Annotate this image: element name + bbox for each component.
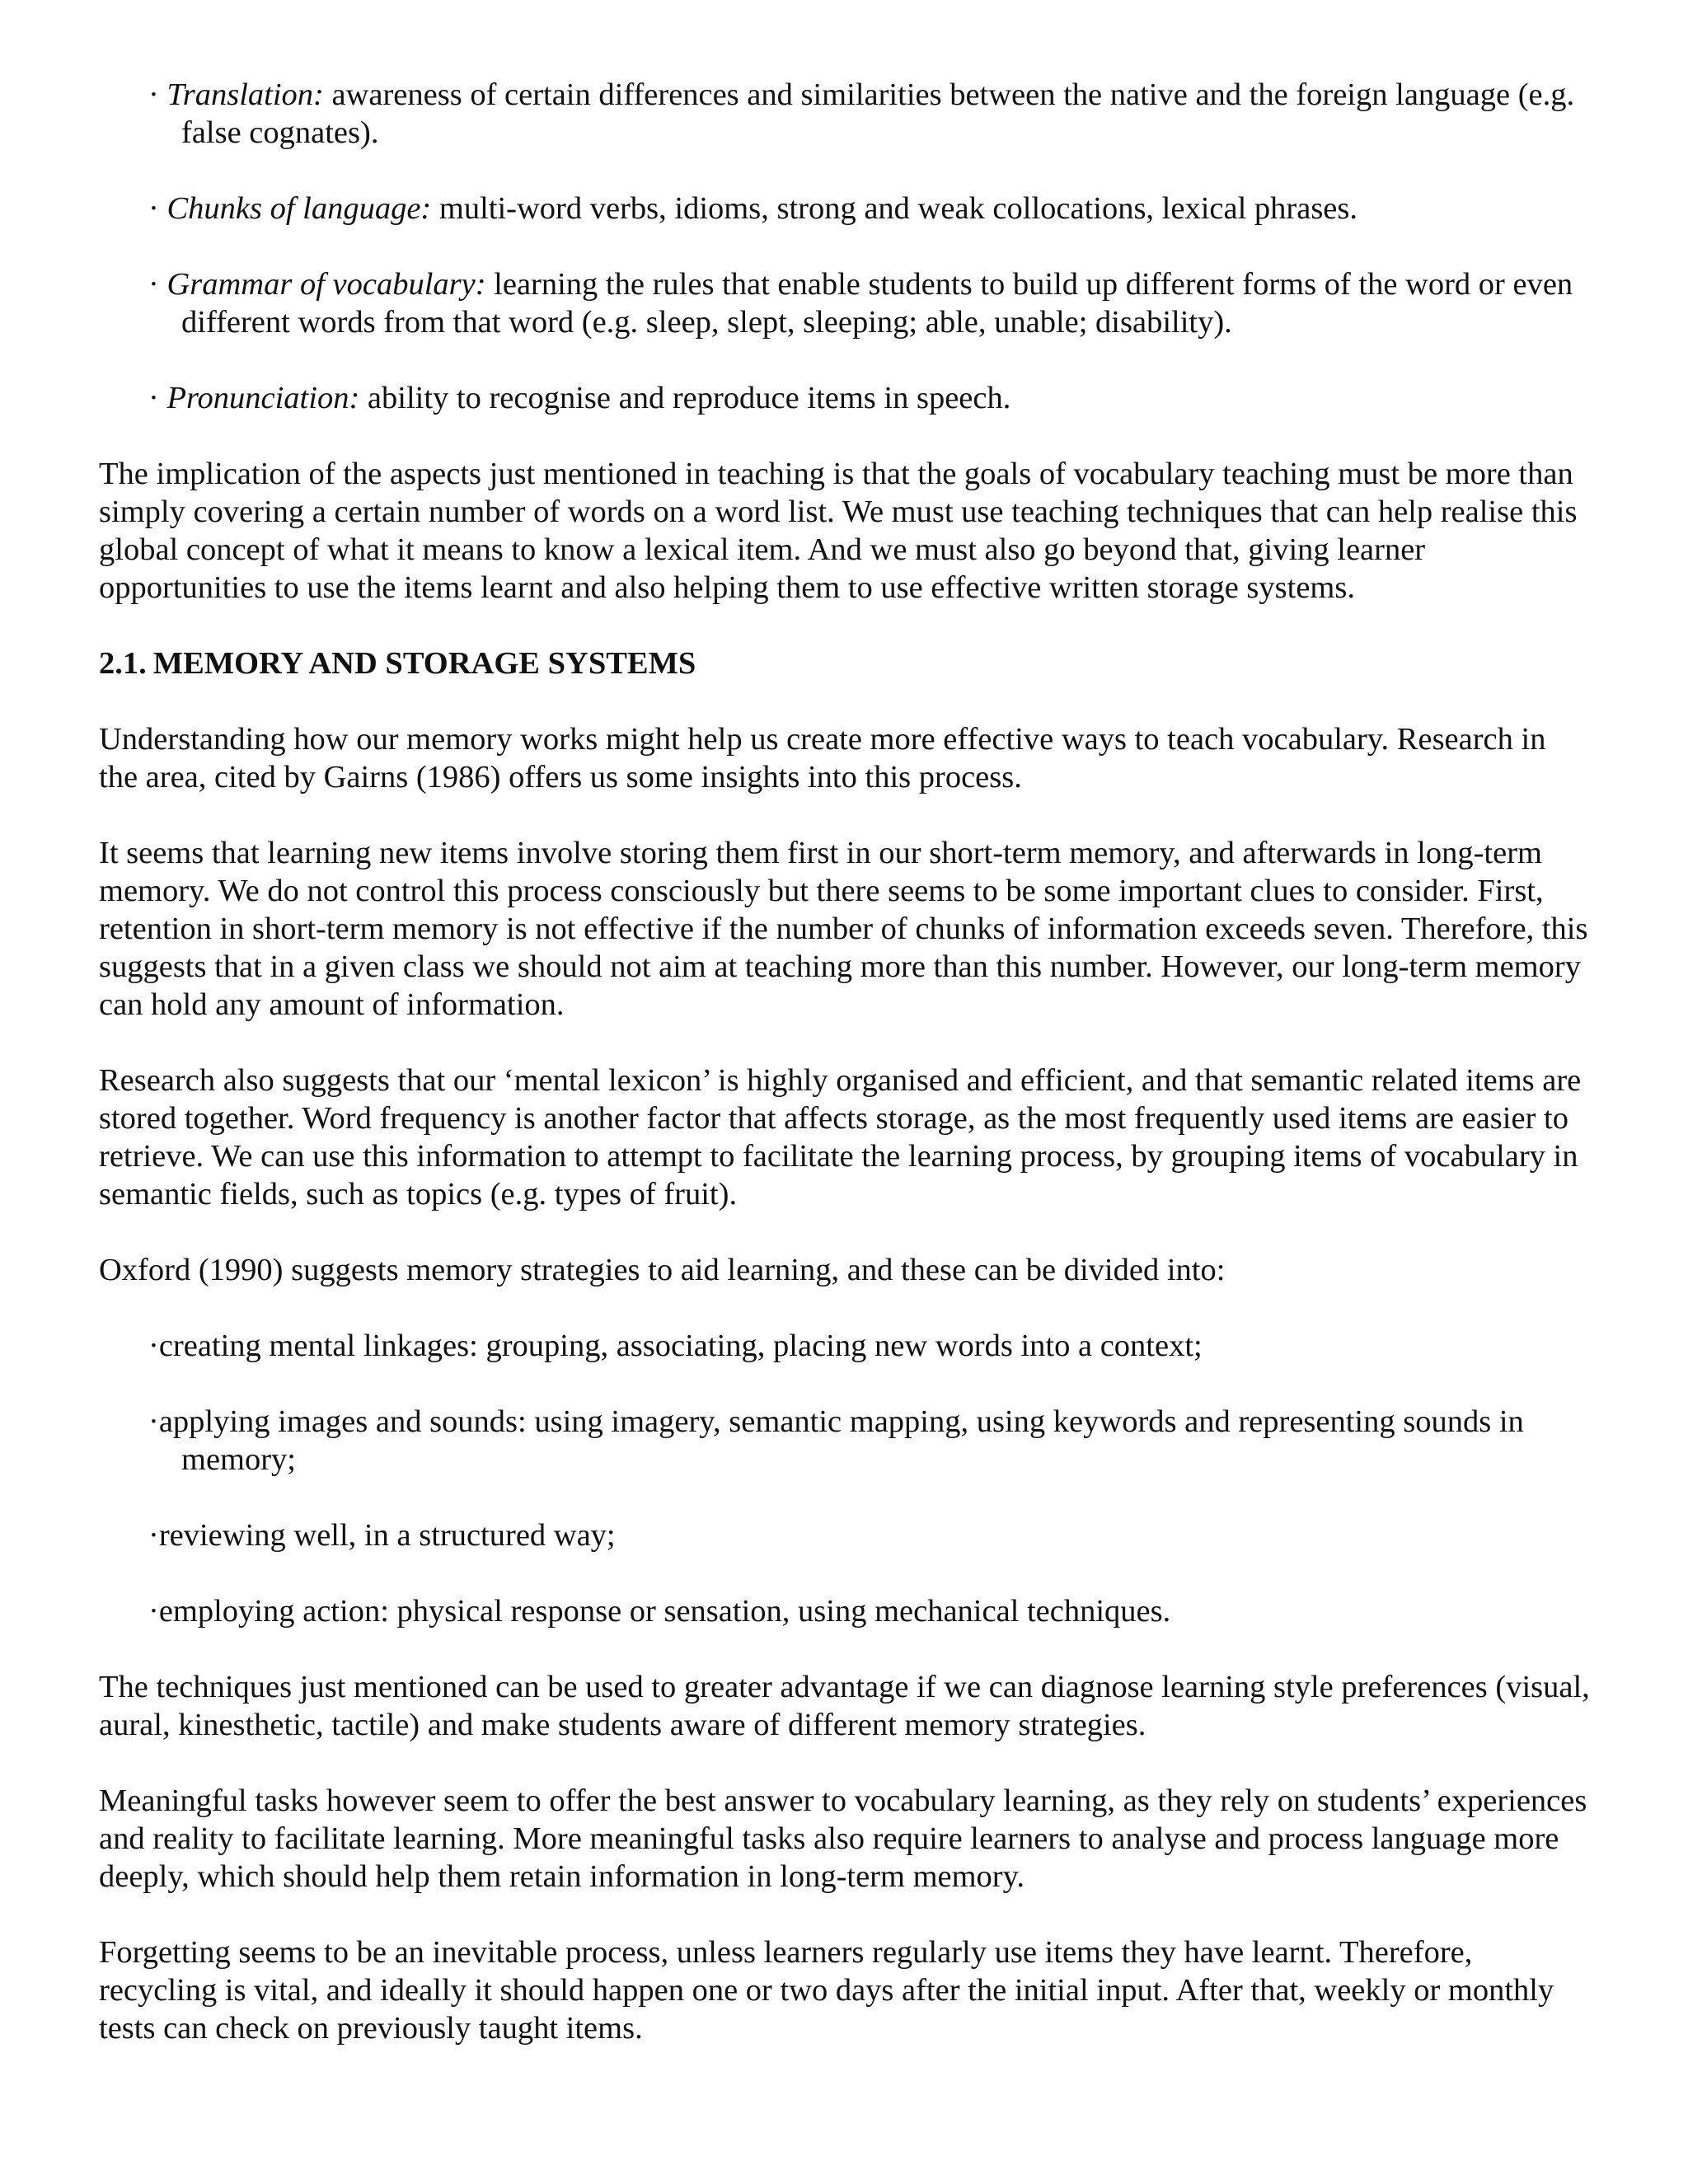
bullet-dot: ·: [148, 77, 159, 112]
bullet-dot: ·: [148, 1594, 159, 1629]
bullet-pronunciation: [99, 379, 1591, 417]
bullet-dot: ·: [148, 1404, 159, 1439]
paragraph-forgetting: Forgetting seems to be an inevitable process, unless learners regularly use items they have learnt. Therefore, recycling is vital, and ideally it should happen one or two days after the initial input. After that, weekly or monthly tests can check on previously taught items.: [99, 1935, 1554, 2046]
bullet-text: multi-word verbs, idioms, strong and weak collocations, lexical phrases.: [438, 191, 1358, 226]
bullet-term: Grammar of vocabulary:: [166, 267, 486, 302]
bullet-reviewing: [99, 1516, 1591, 1554]
bullet-text: learning the rules that enable students to build up different forms of the word or even different words from that word (e.g. sleep, slept, sleeping; able, unable; disability).: [181, 267, 1573, 340]
bullet-employing-action: [99, 1592, 1591, 1630]
bullet-term: Pronunciation:: [166, 381, 360, 415]
bullet-text: awareness of certain differences and similarities between the native and the foreign language (e.g. false cognates).: [181, 77, 1575, 150]
bullet-dot: ·: [148, 267, 159, 302]
bullet-dot: ·: [148, 1518, 159, 1553]
section-number: 2.1.: [99, 646, 147, 681]
bullet-text: employing action: physical response or sensation, using mechanical techniques.: [158, 1594, 1171, 1629]
paragraph-oxford: Oxford (1990) suggests memory strategies to aid learning, and these can be divided into:: [99, 1253, 1226, 1287]
bullet-term: Chunks of language:: [166, 191, 432, 226]
paragraph-techniques: The techniques just mentioned can be used to greater advantage if we can diagnose learning style preferences (visual, aural, kinesthetic, tactile) and make students aware of different memory strategies.: [99, 1670, 1590, 1742]
bullet-text: creating mental linkages: grouping, associating, placing new words into a context;: [158, 1329, 1203, 1363]
bullet-dot: ·: [148, 191, 159, 226]
bullet-translation: [99, 76, 1591, 152]
paragraph-short-term-memory: It seems that learning new items involve storing them first in our short-term memory, and afterwards in long-term memory. We do not control this process consciously but there seems to be some important clues to consider. First, retention in short-term memory is not effective if the number of chunks of information exceeds seven. Therefore, this suggests that in a given class we should not aim at teaching more than this number. However, our long-term memory can hold any amount of information.: [99, 836, 1588, 1022]
document-page: [99, 76, 1591, 2085]
bullet-images-sounds: [99, 1403, 1591, 1479]
paragraph-understanding: Understanding how our memory works might help us create more effective ways to teach vocabulary. Research in the area, cited by Gairns (1986) offers us some insights into this process.: [99, 722, 1546, 794]
bullet-grammar: [99, 265, 1591, 341]
bullet-text: applying images and sounds: using imagery, semantic mapping, using keywords and representing sounds in memory;: [158, 1404, 1524, 1477]
bullet-term: Translation:: [166, 77, 324, 112]
section-title: MEMORY AND STORAGE SYSTEMS: [152, 646, 696, 681]
paragraph-meaningful-tasks: Meaningful tasks however seem to offer the best answer to vocabulary learning, as they rely on students’ experiences and reality to facilitate learning. More meaningful tasks also require learners to analyse and process language more deeply, which should help them retain information in long-term memory.: [99, 1783, 1587, 1894]
bullet-chunks: [99, 190, 1591, 227]
paragraph-implication: The implication of the aspects just mentioned in teaching is that the goals of vocabulary teaching must be more than simply covering a certain number of words on a word list. We must use teaching techniques that can help realise this global concept of what it means to know a lexical item. And we must also go beyond that, giving learner opportunities to use the items learnt and also helping them to use effective written storage systems.: [99, 457, 1578, 605]
bullet-mental-linkages: [99, 1327, 1591, 1365]
bullet-dot: ·: [148, 1329, 159, 1363]
section-heading: [99, 644, 1591, 682]
bullet-text: reviewing well, in a structured way;: [158, 1518, 616, 1553]
bullet-dot: ·: [148, 381, 159, 415]
paragraph-mental-lexicon: Research also suggests that our ‘mental lexicon’ is highly organised and efficient, and that semantic related items are stored together. Word frequency is another factor that affects storage, as the most frequently used items are easier to retrieve. We can use this information to attempt to facilitate the learning process, by grouping items of vocabulary in semantic fields, such as topics (e.g. types of fruit).: [99, 1063, 1582, 1212]
bullet-text: ability to recognise and reproduce items in speech.: [367, 381, 1011, 415]
